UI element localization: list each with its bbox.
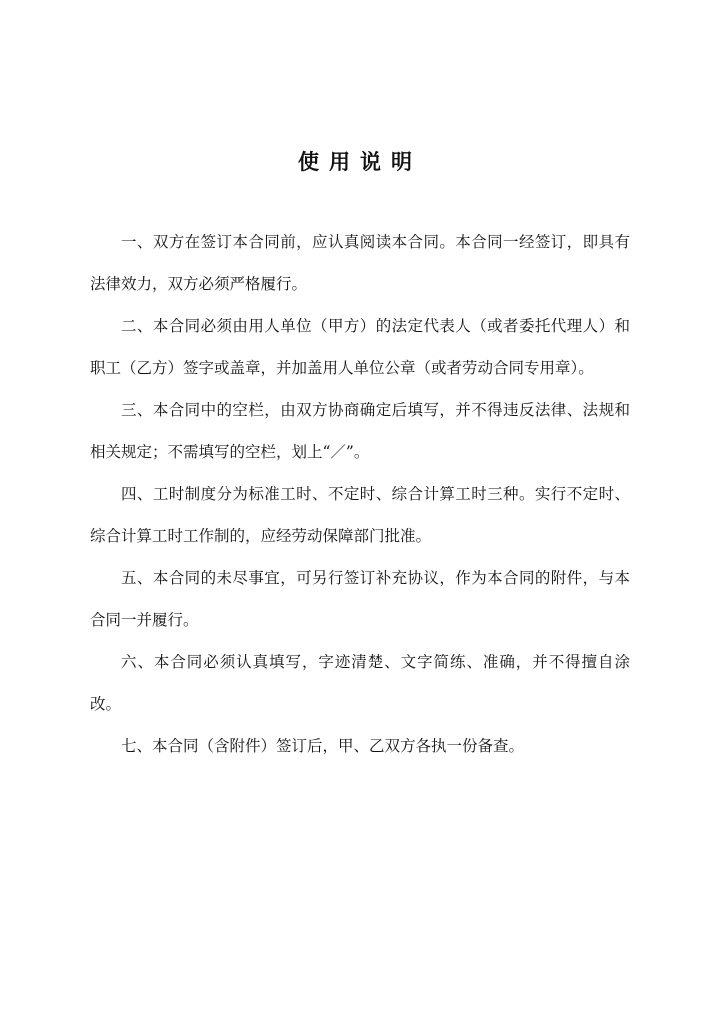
instruction-paragraph-4: 四、工时制度分为标准工时、不定时、综合计算工时三种。实行不定时、综合计算工时工作制的，应经劳动保障部门批准。 — [90, 485, 630, 545]
instruction-paragraph-2: 二、本合同必须由用人单位（甲方）的法定代表人（或者委托代理人）和职工（乙方）签字或盖章，并加盖用人单位公章（或者劳动合同专用章）。 — [90, 317, 630, 377]
instructions-body — [90, 222, 630, 769]
page-title: 使用说明 — [298, 149, 422, 174]
instruction-paragraph-7: 七、本合同（含附件）签订后，甲、乙双方各执一份备查。 — [121, 737, 525, 755]
instruction-paragraph-3: 三、本合同中的空栏，由双方协商确定后填写，并不得违反法律、法规和相关规定；不需填写的空栏，划上“／”。 — [90, 401, 630, 461]
instruction-paragraph-5: 五、本合同的未尽事宜，可另行签订补充协议，作为本合同的附件，与本合同一并履行。 — [90, 569, 630, 629]
instruction-paragraph-6: 六、本合同必须认真填写，字迹清楚、文字简练、准确，并不得擅自涂改。 — [90, 653, 630, 713]
instruction-paragraph-1: 一、双方在签订本合同前，应认真阅读本合同。本合同一经签订，即具有法律效力，双方必须严格履行。 — [90, 233, 630, 293]
